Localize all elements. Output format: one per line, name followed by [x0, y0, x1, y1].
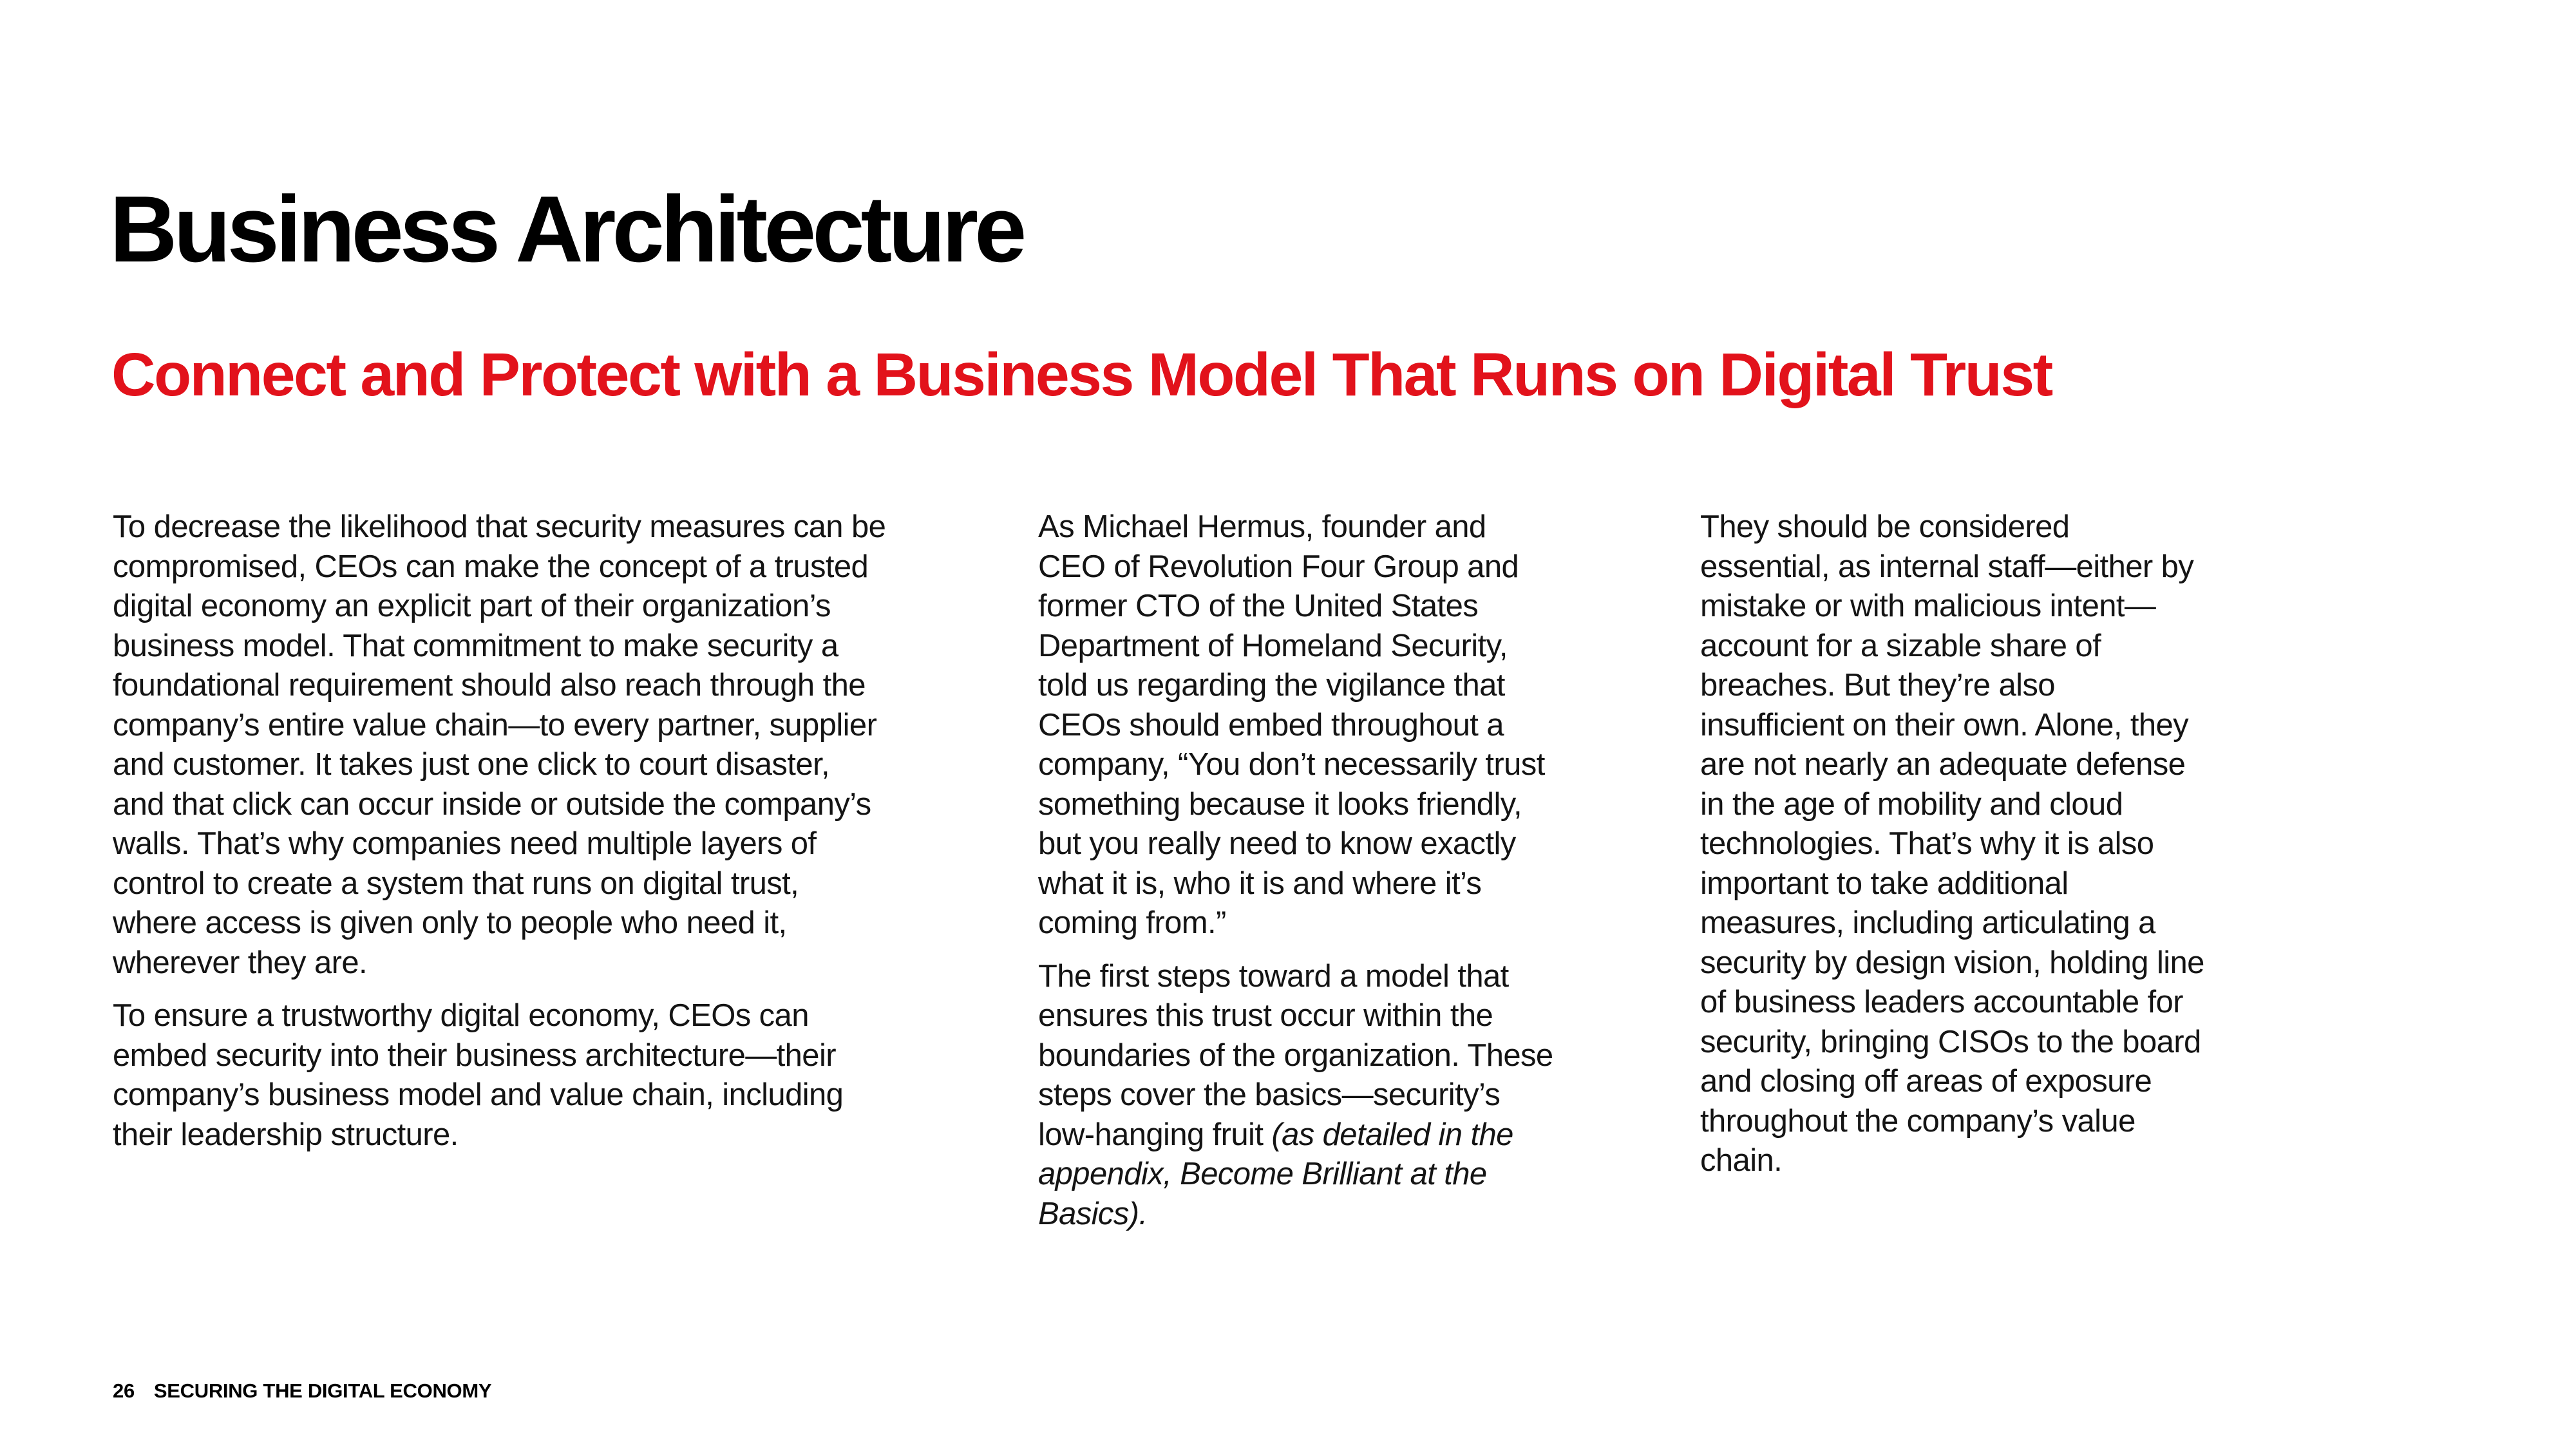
- page-number: 26: [113, 1379, 135, 1402]
- body-column-2: [1038, 507, 1553, 1247]
- page-footer: [113, 1379, 491, 1403]
- body-column-1: [113, 507, 889, 1168]
- paragraph-text-italic: (as detailed in the appendix, Become Brilliant at the Basics).: [1038, 1117, 1513, 1231]
- paragraph-text: The first steps toward a model that ensures this trust occur within the boundaries of the organization. These steps cover the basics—security’s low-hanging fruit: [1038, 958, 1553, 1152]
- paragraph: [1038, 957, 1553, 1235]
- footer-title: SECURING THE DIGITAL ECONOMY: [153, 1379, 492, 1402]
- body-column-3: [1700, 507, 2206, 1195]
- paragraph: As Michael Hermus, founder and CEO of Revolution Four Group and former CTO of the United States Department of Homeland Security, told us regarding the vigilance that CEOs should embed throughout a company, “You don’t necessarily trust something because it looks friendly, but you really need to know exactly what it is, who it is and where it’s coming from.”: [1038, 509, 1545, 940]
- page-subtitle: Connect and Protect with a Business Model That Runs on Digital Trust: [111, 341, 2052, 409]
- paragraph: To ensure a trustworthy digital economy, CEOs can embed security into their business architecture—their company’s business model and value chain, including their leadership structure.: [113, 998, 844, 1152]
- paragraph: They should be considered essential, as internal staff—either by mistake or with malicious intent—account for a sizable share of breaches. But they’re also insufficient on their own. Alone, they are not nearly an adequate defense in the age of mobility and cloud technologies. That’s why it is also important to take additional measures, including articulating a security by design vision, holding line of business leaders accountable for security, bringing CISOs to the board and closing off areas of exposure throughout the company’s value chain.: [1700, 509, 2204, 1178]
- paragraph: To decrease the likelihood that security measures can be compromised, CEOs can make the concept of a trusted digital economy an explicit part of their organization’s business model. That commitment to make security a foundational requirement should also reach through the company’s entire value chain—to every partner, supplier and customer. It takes just one click to court disaster, and that click can occur inside or outside the company’s walls. That’s why companies need multiple layers of control to create a system that runs on digital trust, where access is given only to people who need it, wherever they are.: [113, 509, 886, 980]
- page-title: Business Architecture: [109, 176, 1023, 281]
